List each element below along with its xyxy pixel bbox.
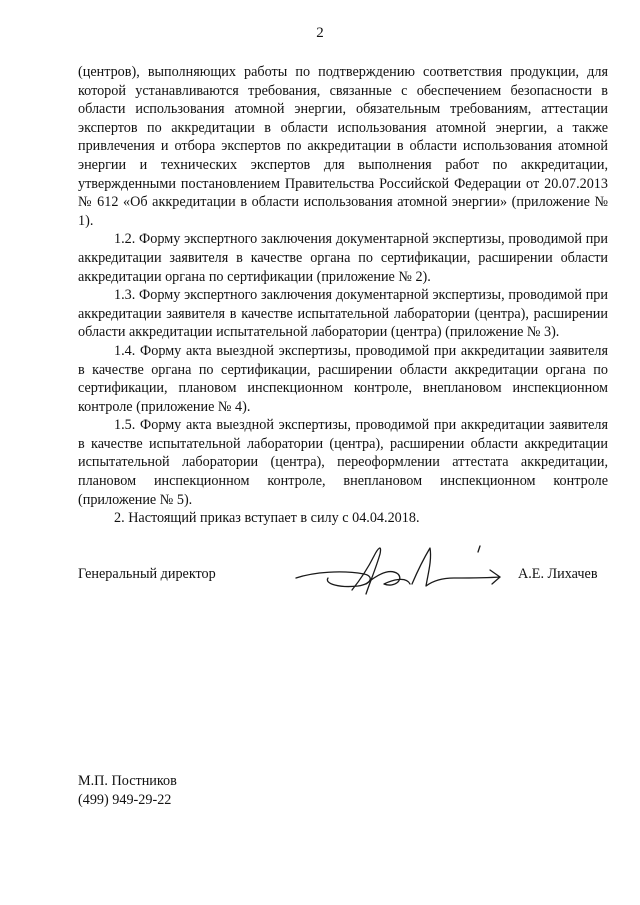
signature-block [78,560,608,600]
paragraph-1-5: 1.5. Форму акта выездной экспертизы, проводимой при аккредитации заявителя в качестве испытательной лаборатории (центра), расширении области аккредитации испытательной лаборатории (центра), переоформлении аттестата аккредитации, плановом инспекционном контроле, внеплановом инспекционном контроле (приложение № 5). [78,417,608,508]
paragraph-continuation: (центров), выполняющих работы по подтверждению соответствия продукции, для которой устанавливаются требования, связанные с обеспечением безопасности в области использования атомной энергии, обязательным требованиям, аттестации экспертов по аккредитации в области использования атомной энергии, а также привлечения и отбора экспертов по аккредитации в области использования атомной энергии и технических экспертов для выполнения работ по аккредитации, утвержденными постановлением Правительства Российской Федерации от 20.07.2013 № 612 «Об аккредитации в области использования атомной энергии» (приложение № 1). [78,64,608,229]
signatory-position: Генеральный директор [78,566,216,582]
paragraph-1-2: 1.2. Форму экспертного заключения документарной экспертизы, проводимой при аккредитации заявителя в качестве органа по сертификации, расширении области аккредитации органа по сертификации (приложение № 2). [78,231,608,285]
paragraph-1-3: 1.3. Форму экспертного заключения документарной экспертизы, проводимой при аккредитации заявителя в качестве испытательной лаборатории (центра), расширении области аккредитации испытательной лаборатории (центра) (приложение № 3). [78,287,608,341]
page-number: 2 [316,25,324,41]
handwritten-signature [294,540,514,600]
executor-name: М.П. Постников [78,773,177,789]
executor-phone: (499) 949-29-22 [78,791,172,808]
executor-contact [78,772,177,809]
paragraph-2: 2. Настоящий приказ вступает в силу с 04.04.2018. [114,510,420,527]
signatory-name: А.Е. Лихачев [518,566,598,582]
document-body [78,63,608,528]
paragraph-1-4: 1.4. Форму акта выездной экспертизы, проводимой при аккредитации заявителя в качестве органа по сертификации, расширении области аккредитации органа по сертификации, плановом инспекционном контроле, внеплановом инспекционном контроле (приложение № 4). [78,342,608,415]
